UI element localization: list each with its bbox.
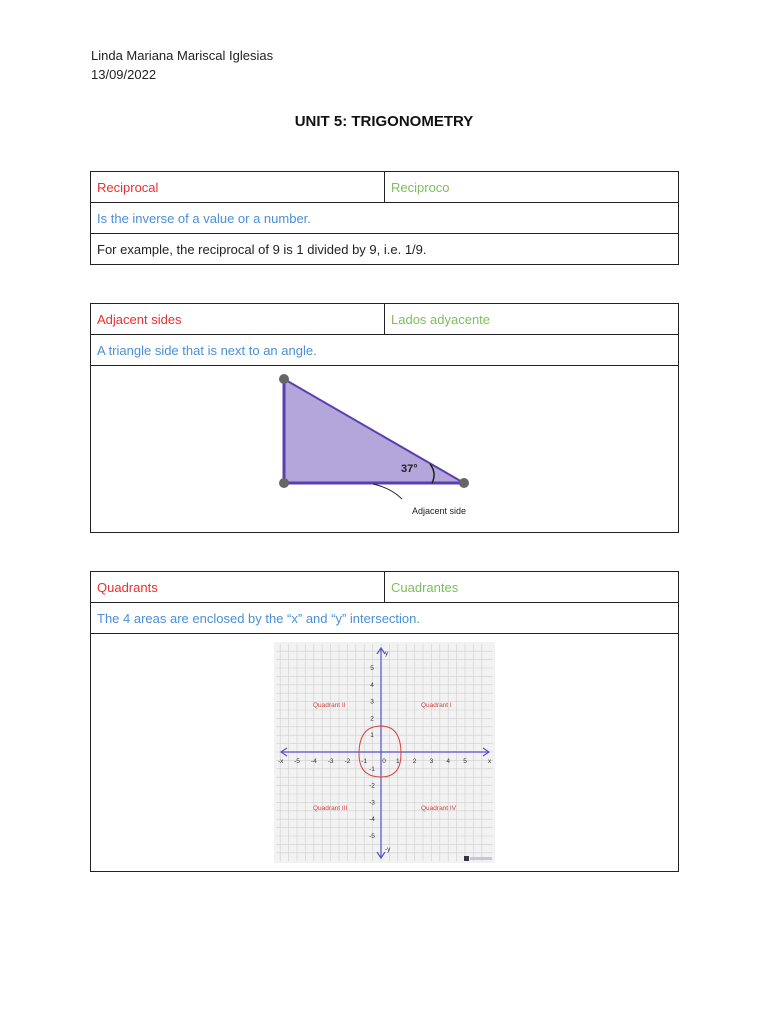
- term-definition: A triangle side that is next to an angle.: [91, 335, 679, 366]
- y-tick-label: -1: [369, 765, 375, 773]
- side-label: Adjacent side: [412, 506, 467, 516]
- y-tick-label: -5: [369, 833, 375, 840]
- side-pointer: [373, 484, 402, 499]
- term-english: Adjacent sides: [91, 304, 385, 335]
- y-tick-label: -2: [369, 782, 375, 790]
- y-axis-positive-label: y: [385, 650, 389, 657]
- quadrant-figure-cell: [91, 634, 679, 872]
- y-tick-label: 3: [370, 698, 374, 706]
- term-definition: Is the inverse of a value or a number.: [91, 203, 679, 234]
- term-spanish: Lados adyacente: [385, 304, 679, 335]
- quadrant-ii-label: Quadrant II: [313, 702, 346, 709]
- x-tick-label: -2: [344, 758, 351, 765]
- x-tick-label: -4: [310, 758, 317, 765]
- quadrant-i-label: Quadrant I: [421, 702, 452, 709]
- x-axis-positive-label: x: [488, 758, 492, 765]
- term-example: For example, the reciprocal of 9 is 1 divided by 9, i.e. 1/9.: [91, 234, 679, 265]
- x-tick-label: -5: [294, 758, 300, 765]
- term-table-reciprocal: [90, 171, 679, 265]
- y-tick-label: 2: [370, 715, 374, 723]
- document-date: 13/09/2022: [91, 67, 157, 82]
- angle-label: 37°: [401, 463, 418, 475]
- y-tick-label: -3: [369, 799, 375, 807]
- brand-logo-text: [470, 857, 492, 860]
- document-header: [91, 46, 273, 84]
- y-tick-label: 4: [370, 681, 374, 689]
- term-definition: The 4 areas are enclosed by the “x” and “y” intersection.: [91, 603, 679, 634]
- x-tick-label: 3: [429, 758, 434, 765]
- term-english: Quadrants: [91, 572, 385, 603]
- x-tick-label: 1: [395, 758, 400, 765]
- x-tick-label: 5: [463, 758, 467, 765]
- quadrant-iii-label: Quadrant III: [313, 805, 348, 812]
- right-triangle-figure: [91, 366, 678, 532]
- triangle-shape: [284, 379, 464, 483]
- term-table-adjacent-sides: [90, 303, 679, 533]
- x-tick-label: -3: [327, 758, 334, 765]
- term-spanish: Cuadrantes: [385, 572, 679, 603]
- triangle-vertex-angle: [459, 478, 469, 488]
- triangle-figure-cell: [91, 366, 679, 533]
- page-title: UNIT 5: TRIGONOMETRY: [294, 113, 474, 130]
- author-name: Linda Mariana Mariscal Iglesias: [91, 48, 274, 63]
- quadrant-iv-label: Quadrant IV: [421, 805, 457, 812]
- x-tick-label: 4: [446, 758, 451, 765]
- x-tick-label: -1: [361, 758, 368, 765]
- x-tick-label: 0: [382, 758, 386, 765]
- x-tick-label: 2: [412, 758, 417, 765]
- y-tick-label: 5: [370, 665, 374, 672]
- triangle-vertex-right-angle: [279, 478, 289, 488]
- x-axis-negative-label: -x: [278, 758, 284, 765]
- triangle-vertex-top: [279, 374, 289, 384]
- y-tick-label: 1: [370, 732, 374, 740]
- quadrant-diagram: [91, 634, 678, 871]
- brand-logo-icon: [464, 856, 469, 861]
- y-axis-negative-label: -y: [385, 846, 391, 853]
- term-english: Reciprocal: [91, 172, 385, 203]
- term-spanish: Reciproco: [385, 172, 679, 203]
- y-tick-label: -4: [369, 816, 375, 824]
- term-table-quadrants: [90, 571, 679, 872]
